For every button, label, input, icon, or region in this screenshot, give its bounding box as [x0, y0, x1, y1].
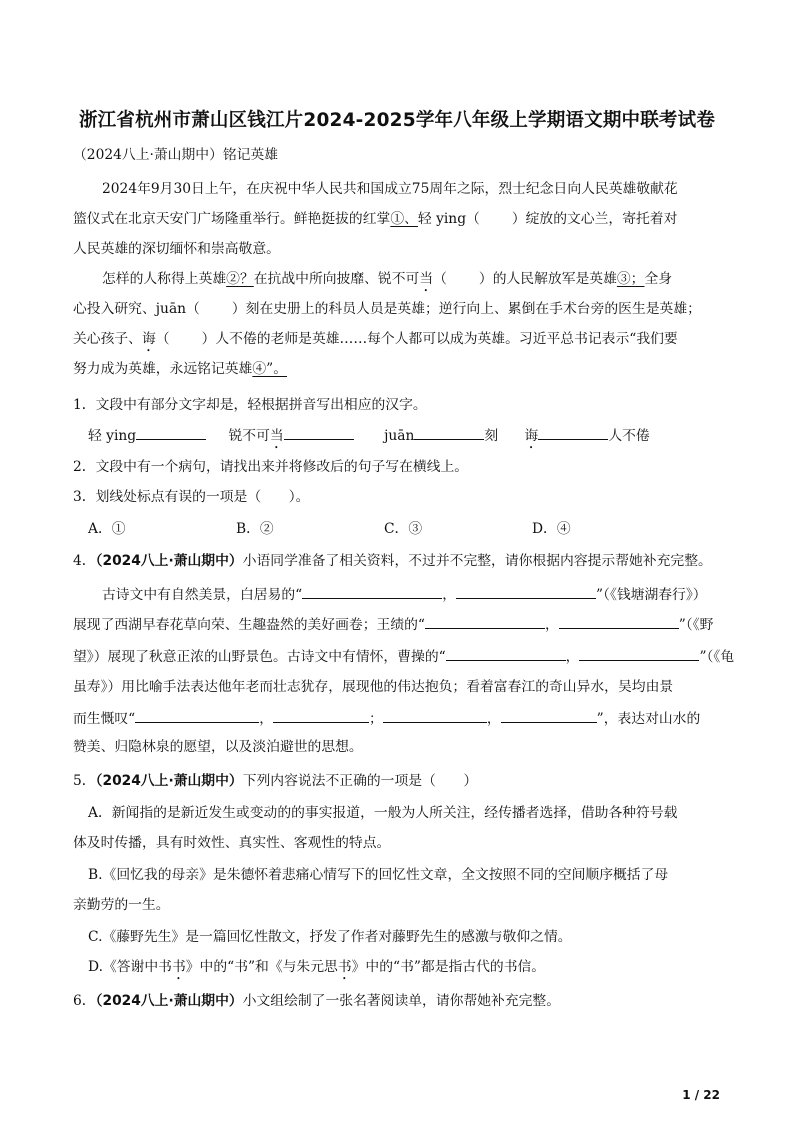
question-1-blanks: 轻 ying 锐不可当 juān 刻 诲 人不倦: [88, 425, 650, 452]
option-a[interactable]: A．新闻指的是新近发生或变动的的事实报道，一般为人所关注，经传播者选择，借助各种符号载: [88, 805, 678, 821]
page-title: 浙江省杭州市萧山区钱江片2024-2025学年八年级上学期语文期中联考试卷: [78, 110, 716, 131]
question-1-stem: 1．文段中有部分文字却是，轻根据拼音写出相应的汉字。: [73, 397, 427, 413]
option-b-cont: 亲勤劳的一生。: [73, 897, 170, 913]
question-3-stem: 3．划线处标点有误的一项是（ ）。: [73, 489, 310, 505]
answer-blank[interactable]: [414, 425, 484, 440]
passage-line: 关心孩子、诲（ ）人不倦的老师是英雄……每个人都可以成为英雄。习近平总书记表示“我们要: [73, 331, 678, 347]
question-4-line: 赞美、归隐林泉的愿望，以及淡泊避世的思想。: [73, 739, 363, 755]
page-number: 1 / 22: [682, 1088, 720, 1102]
answer-blank[interactable]: [538, 425, 608, 440]
passage-line: 努力成为英雄，永远铭记英雄④”。: [73, 361, 288, 377]
option-c[interactable]: C．③: [384, 521, 423, 537]
answer-blank[interactable]: [135, 708, 259, 723]
question-4-line: 而生慨叹“ ， ； ， ”，表达对山水的: [73, 708, 700, 728]
marker-1: ①、: [390, 211, 418, 227]
marker-2: ②？: [226, 271, 254, 287]
answer-blank[interactable]: [559, 614, 679, 629]
question-6-stem: 6．（2024八上·萧山期中）小文组绘制了一张名著阅读单，请你帮她补充完整。: [73, 993, 561, 1009]
answer-blank[interactable]: [383, 708, 487, 723]
option-d[interactable]: D．④: [532, 521, 571, 537]
question-3-options: [88, 520, 680, 538]
answer-blank[interactable]: [425, 614, 545, 629]
option-a[interactable]: A．①: [88, 521, 126, 537]
section-name: 铭记英雄: [222, 147, 279, 163]
question-4-line: 古诗文中有自然美景，白居易的“ ， ”（《钱塘湖春行》）: [102, 584, 707, 604]
passage-line: 人民英雄的深切缅怀和崇高敬意。: [73, 241, 280, 257]
passage-line: 篮仪式在北京天安门广场隆重举行。鲜艳挺拔的红掌①、轻 ying（ ）绽放的文心兰，寄托着对: [73, 211, 678, 227]
option-a-cont: 体及时传播，具有时效性、真实性、客观性的特点。: [73, 835, 391, 851]
answer-blank[interactable]: [456, 584, 596, 599]
question-4-stem: 4．（2024八上·萧山期中）小语同学准备了相关资料，不过并不完整，请你根据内容提示帮她补充完整。: [73, 553, 712, 569]
source-tag: （2024八上·萧山期中）: [73, 147, 223, 163]
question-4-line: 望》）展现了秋意正浓的山野景色。古诗文中有情怀，曹操的“ ， ”（《龟: [73, 646, 734, 666]
answer-blank[interactable]: [273, 708, 369, 723]
option-b[interactable]: B.《回忆我的母亲》是朱德怀着悲痛心情写下的回忆性文章，全文按照不同的空间顺序概括了母: [88, 867, 669, 883]
section-heading: [73, 146, 278, 164]
answer-blank[interactable]: [446, 646, 566, 661]
answer-blank[interactable]: [501, 708, 597, 723]
passage-line: 怎样的人称得上英雄②？在抗战中所向披靡、锐不可当（ ）的人民解放军是英雄③；全身: [102, 271, 673, 287]
question-2-stem: 2．文段中有一个病句，请找出来并将修改后的句子写在横线上。: [73, 459, 469, 475]
answer-blank[interactable]: [136, 425, 206, 440]
option-d[interactable]: D.《答谢中书书》中的“书”和《与朱元思书》中的“书”都是指古代的书信。: [88, 959, 546, 975]
marker-4: ④”。: [252, 361, 288, 377]
answer-blank[interactable]: [302, 584, 442, 599]
question-5-stem: 5．（2024八上·萧山期中）下列内容说法不正确的一项是（ ）: [73, 773, 478, 789]
option-b[interactable]: B．②: [236, 521, 274, 537]
option-c[interactable]: C.《藤野先生》是一篇回忆性散文，抒发了作者对藤野先生的感激与敬仰之情。: [88, 929, 572, 945]
passage-line: 心投入研究、juān（ ）刻在史册上的科员人员是英雄；逆行向上、累倒在手术台旁的医生是英雄；: [73, 301, 701, 317]
question-4-line: 虽寿》）用比喻手法表达他年老而壮志犹存，展现他的伟达抱负；看着富春江的奇山异水，吴均由景: [73, 679, 674, 695]
marker-3: ③；: [616, 271, 645, 287]
question-4-line: 展现了西湖早春花草向荣、生趣盎然的美好画卷；王绩的“ ， ”（《野: [73, 614, 713, 634]
passage-line: 2024年9月30日上午，在庆祝中华人民共和国成立75周年之际，烈士纪念日向人民英雄敬献花: [102, 181, 678, 197]
answer-blank[interactable]: [284, 425, 354, 440]
answer-blank[interactable]: [579, 646, 699, 661]
